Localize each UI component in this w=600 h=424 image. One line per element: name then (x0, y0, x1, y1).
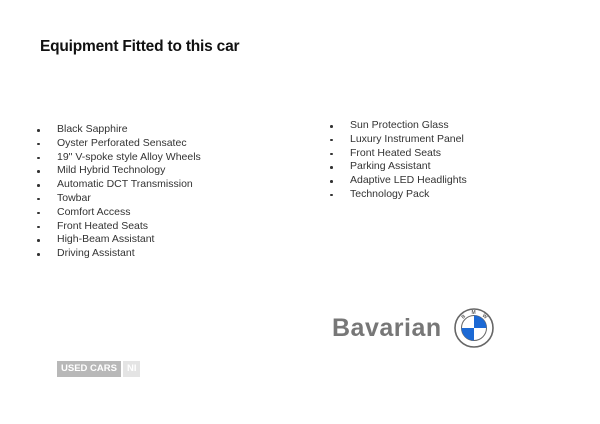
bullet-icon (330, 166, 333, 169)
bullet-icon (330, 180, 333, 183)
list-item: Parking Assistant (330, 160, 467, 174)
list-item: Towbar (37, 192, 201, 206)
svg-text:W: W (480, 312, 488, 321)
used-cars-badge (57, 361, 140, 377)
bullet-icon (37, 170, 40, 173)
bmw-roundel-icon (454, 308, 494, 348)
list-item: Front Heated Seats (330, 147, 467, 161)
svg-text:B: B (460, 313, 467, 321)
bullet-icon (330, 125, 333, 128)
list-item: 19" V-spoke style Alloy Wheels (37, 151, 201, 165)
bullet-icon (37, 143, 40, 146)
bullet-icon (37, 184, 40, 187)
list-item: Sun Protection Glass (330, 119, 467, 133)
bullet-icon (37, 239, 40, 242)
bullet-icon (37, 198, 40, 201)
list-item: Technology Pack (330, 188, 467, 202)
region-label: NI (123, 361, 141, 377)
list-item: Automatic DCT Transmission (37, 178, 201, 192)
bullet-icon (37, 129, 40, 132)
list-item: High-Beam Assistant (37, 233, 201, 247)
list-item: Oyster Perforated Sensatec (37, 137, 201, 151)
bullet-icon (330, 153, 333, 156)
list-item: Front Heated Seats (37, 220, 201, 234)
bullet-icon (37, 157, 40, 160)
list-item: Mild Hybrid Technology (37, 164, 201, 178)
list-item: Black Sapphire (37, 123, 201, 137)
bullet-icon (330, 194, 333, 197)
list-item: Adaptive LED Headlights (330, 174, 467, 188)
list-item: Comfort Access (37, 206, 201, 220)
equipment-list-right (330, 119, 467, 202)
bullet-icon (37, 226, 40, 229)
dealer-brand (332, 308, 494, 348)
svg-text:M: M (471, 310, 476, 316)
used-cars-label: USED CARS (57, 361, 121, 377)
bullet-icon (37, 253, 40, 256)
list-item: Luxury Instrument Panel (330, 133, 467, 147)
page-title: Equipment Fitted to this car (40, 38, 240, 55)
bullet-icon (330, 139, 333, 142)
brand-name: Bavarian (332, 313, 442, 342)
equipment-list-left (37, 123, 201, 261)
bullet-icon (37, 212, 40, 215)
list-item: Driving Assistant (37, 247, 201, 261)
